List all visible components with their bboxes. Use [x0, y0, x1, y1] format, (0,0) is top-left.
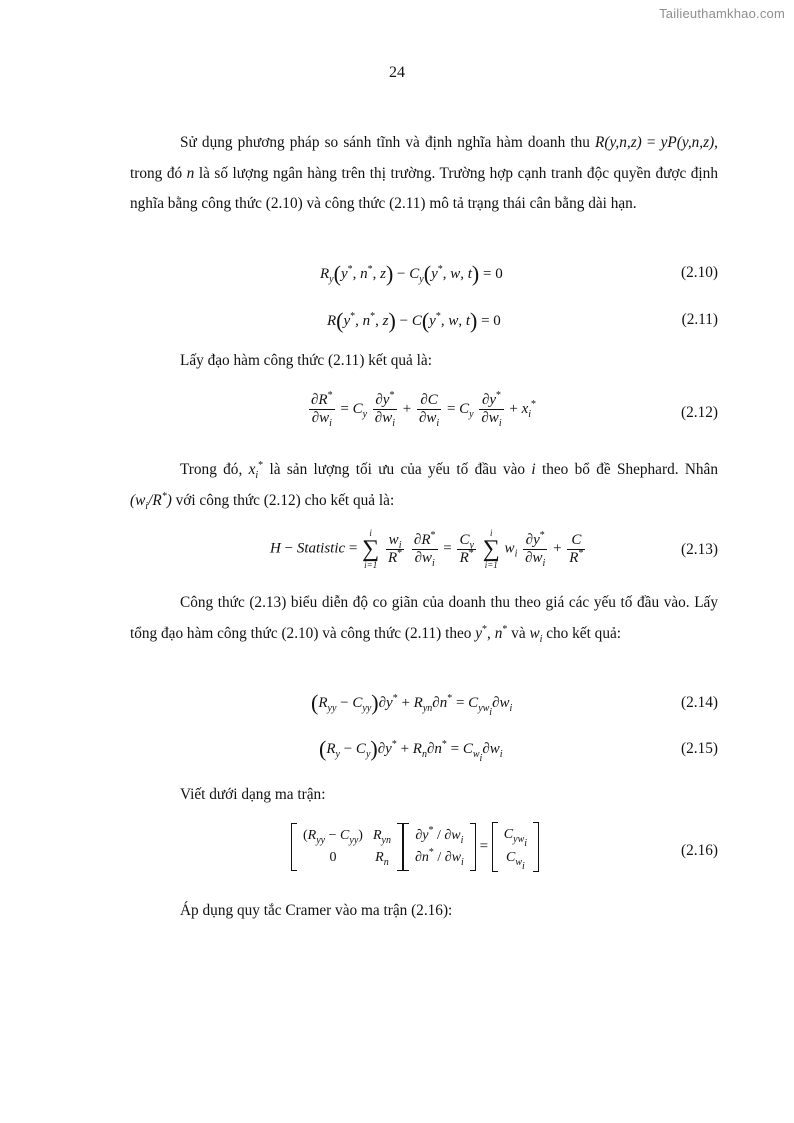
- paragraph-intro: Sử dụng phương pháp so sánh tĩnh và định nghĩa hàm doanh thu R(y,n,z) = yP(y,n,z), trong đó n là số lượng ngân hàng trên thị trường. Trường hợp cạnh tranh độc quyền được định nghĩa bằng công thức (2.10) và công thức (2.11) mô tả trạng thái cân bằng dài hạn.: [130, 134, 718, 212]
- equation-number-2-10: (2.10): [681, 264, 718, 281]
- page-number: 24: [389, 64, 405, 81]
- paragraph-matrix: Viết dưới dạng ma trận:: [180, 786, 326, 803]
- equation-2-16: $(R_{yy} - C_{yy})$ $R_{yn}$ 0 $R_n$ $\partial y^* / \partial w_i$ $\partial n^* / \partial w_i$ = $C_{yw_i}$ $C_{w_i}$: [291, 822, 539, 872]
- paragraph-cramer: Áp dụng quy tắc Cramer vào ma trận (2.16):: [180, 902, 453, 919]
- matrix-constants: $C_{yw_i}$ $C_{w_i}$: [492, 822, 539, 872]
- equation-2-11: R(y*, n*, z) − C(y*, w, t) = 0: [327, 308, 501, 333]
- equation-number-2-12: (2.12): [681, 404, 718, 421]
- matrix-coefficients: $(R_{yy} - C_{yy})$ $R_{yn}$ 0 $R_n$: [291, 823, 403, 871]
- paragraph-shephard: Trong đó, $x_i^*$ là sản lượng tối ưu của yếu tố đầu vào i theo bổ đề Shephard. Nhân $(w_i/R^*)$ với công thức (2.12) cho kết quả là:: [130, 460, 718, 512]
- equation-2-13: H − Statistic = i ∑ i=1 $\frac{w_i}{R^*}$ $\frac{\partial R^*}{\partial w_i}$ = $\frac{C_y}{R^*}$ i ∑ i=1 $w_i$ $\frac{\partial y^*}{\partial w_i}$ + $\frac{C}{R^*}$: [270, 528, 584, 570]
- equation-number-2-14: (2.14): [681, 694, 718, 711]
- equation-number-2-15: (2.15): [681, 740, 718, 757]
- equation-number-2-13: (2.13): [681, 541, 718, 558]
- equation-2-12: $\frac{\partial R^*}{\partial w_i}$ = $C_y$ $\frac{\partial y^*}{\partial w_i}$ + $\frac{\partial C}{\partial w_i}$ = $C_y$ $\frac{\partial y^*}{\partial w_i}$ + $x_i^*$: [311, 390, 537, 429]
- paragraph-derivative: Lấy đạo hàm công thức (2.11) kết quả là:: [180, 352, 432, 369]
- paragraph-elasticity: Công thức (2.13) biểu diễn độ co giãn của doanh thu theo giá các yếu tố đầu vào. Lấy tổng đạo hàm công thức (2.10) và công thức (2.11) theo y*, n* và $w_i$ cho kết quả:: [130, 594, 718, 645]
- equation-2-14: $(R_{yy} - C_{yy})\partial y^* + R_{yn}\partial n^* = C_{yw_i}\partial w_i$: [311, 690, 513, 718]
- equation-2-15: $(R_y - C_y)\partial y^* + R_n\partial n^* = C_{w_i}\partial w_i$: [319, 736, 503, 764]
- watermark: Tailieuthamkhao.com: [659, 6, 785, 21]
- equation-number-2-16: (2.16): [681, 842, 718, 859]
- equation-2-10: $R_y(y^*$, n*, $z) - C_y(y^*$, w, t) = 0: [320, 261, 503, 286]
- equation-number-2-11: (2.11): [681, 311, 718, 328]
- matrix-unknowns: $\partial y^* / \partial w_i$ $\partial n^* / \partial w_i$: [403, 823, 476, 871]
